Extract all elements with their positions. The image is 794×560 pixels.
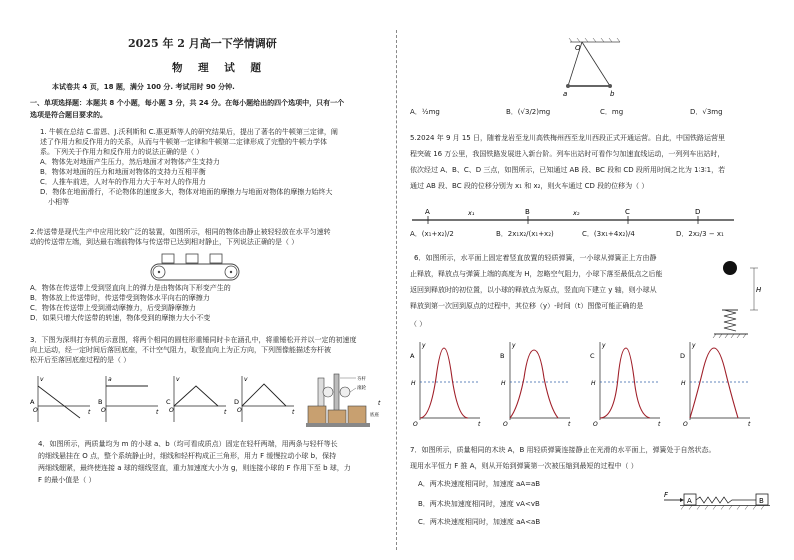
label-b: b <box>610 90 615 98</box>
option-letter: C <box>590 352 595 360</box>
h-mark-label: H <box>411 380 416 387</box>
y-t-curve <box>690 348 738 418</box>
belt-block-1 <box>162 254 174 263</box>
exam-info: 本试卷共 4 页，18 题，满分 100 分. 考试用时 90 分钟. <box>52 83 235 91</box>
label-height-h: H <box>756 286 762 294</box>
connecting-spring <box>696 497 756 503</box>
belt-block-3 <box>210 254 222 263</box>
q1-stem-line1: 1. 牛顿在总结 C.雷恩、J.沃利斯和 C.惠更斯等人的研究结果后，提出了著名的牛顿第三定律，阐 <box>40 128 338 136</box>
q4-triangle-figure <box>560 36 630 98</box>
q4-stem-line4: F 的最小值是（ ） <box>38 476 96 484</box>
origin-label: O <box>101 407 106 414</box>
q5-option-c: C．(3x₁+4x₂)/4 <box>582 230 635 238</box>
q6-graph-c <box>590 342 661 428</box>
q5-stem-line2: 程突破 16 万公里，我国铁路发展进入新台阶。列车出站时可看作匀加速直线运动，一列列车出站时， <box>410 150 725 158</box>
axis-label-t: t <box>292 409 295 416</box>
q7-option-c: C．两木块速度相同时，加速度 aA<aB <box>418 518 541 526</box>
axis-label-t: t <box>568 421 571 428</box>
exam-title: 2025 年 2 月高一下学情调研 <box>128 37 277 50</box>
ball-b <box>608 84 612 88</box>
axis-label-t: t <box>156 409 159 416</box>
label-roller: 滚轮 <box>357 386 366 391</box>
q6-spring-figure <box>706 258 772 340</box>
section1-heading-line2: 选项是符合题目要求的。 <box>30 111 107 119</box>
axis-label-y: y <box>512 342 516 349</box>
graph-curve <box>242 384 286 406</box>
q4-option-a: A．½mg <box>410 108 440 116</box>
q1-stem-line2: 述了作用力和反作用力的关系，从而与牛顿第一定律和牛顿第二定律形成了完整的牛顿力学体 <box>40 137 327 146</box>
axis-label: v <box>40 376 44 383</box>
conveyor-belt-figure <box>148 252 244 282</box>
label-o: O <box>575 44 581 52</box>
q2-option-b: B．物体放上传送带时，传送带受到物体水平向右的摩擦力 <box>30 293 210 302</box>
segment-label-x1: x₁ <box>468 209 475 217</box>
option-letter: A <box>410 352 415 360</box>
q2-stem-line2: 动的传送带左端，到达最右端前物体与传送带已达到相对静止，下列说法正确的是（ ） <box>30 238 299 246</box>
label-rod: 夯杆 <box>357 377 366 382</box>
q5-stem-line3: 依次经过 A、B、C、D 三点，如图所示，已知通过 AB 段、BC 段和 CD 段所用时间之比为 1∶3∶1，若 <box>410 166 726 174</box>
q4-stem-line2: 的细线悬挂在 O 点，整个系统静止时，细线和轻杆构成正三角形，用力 F 缓慢拉动小球 b，保持 <box>38 452 337 460</box>
q1-option-b: B．物体对地面的压力和地面对物体的支持力互相平衡 <box>40 167 206 176</box>
q1-option-a: A．物体先对地面产生压力，然后地面才对物体产生支持力 <box>40 157 220 166</box>
question-1 <box>30 128 385 208</box>
q3-graphs <box>30 374 300 426</box>
origin-label: O <box>593 421 598 428</box>
q2-option-d: D．如果只增大传送带的转速，物体受到的摩擦力大小不变 <box>30 313 211 322</box>
axis-label-t: t <box>478 421 481 428</box>
q3-stem-line1: 3．下图为深圳打夯机的示意图，将两个相同的圆柱形重锤同时卡在涵孔中，将重锤松开并以一定的初速度 <box>30 336 357 344</box>
exam-subtitle: 物 理 试 题 <box>172 62 267 74</box>
q3-stem-line3: 松开后至落回底座过程的是（ ） <box>30 356 131 364</box>
axis-label-t: t <box>748 421 751 428</box>
roller-right <box>340 387 350 397</box>
q5-stem-line4: 通过 AB 段、BC 段的位移分别为 x₁ 和 x₂，则火车通过 CD 段的位移为（ ） <box>410 182 649 190</box>
axis-label: v <box>244 376 248 383</box>
column-divider <box>396 30 397 550</box>
q4-stem-line1: 4．如图所示，两质量均为 m 的小球 a、b（均可看成质点）固定在轻杆两端，用两条与轻杆等长 <box>38 440 338 448</box>
q7-option-a: A．两木块速度相同时，加速度 aA=aB <box>418 480 541 488</box>
option-letter: D <box>234 398 240 406</box>
q5-option-a: A．(x₁+x₂)/2 <box>410 230 454 238</box>
q6-stem-line1: 6．如图所示，水平面上固定着竖直放置的轻质弹簧，一小球从弹簧正上方由静 <box>414 254 657 262</box>
q6-stem-line2: 止释放，释放点与弹簧上端的高度为 H，忽略空气阻力，小球下落至最低点之后能 <box>410 270 663 278</box>
q1-option-c: C．人推车前进，人对车的作用力大于车对人的作用力 <box>40 177 206 186</box>
tamping-machine-figure <box>304 372 386 428</box>
roller-left <box>323 387 333 397</box>
q4-option-d: D．√3mg <box>690 108 723 116</box>
y-t-curve <box>420 348 468 418</box>
option-letter: C <box>166 398 171 406</box>
q6-stem-line4: 释放到第一次回到原点的过程中，其位移（y）-时间（t）图像可能正确的是 <box>410 302 644 310</box>
q3-graph-c <box>166 376 227 422</box>
q7-blocks-figure <box>660 490 772 512</box>
q3-stem-line2: 向上运动，经一定时间后落回底座，不计空气阻力，取竖直向上为正方向，下列图像能描述夯杆被 <box>30 346 331 354</box>
label-block-b: B <box>759 497 764 505</box>
label-base: 底座 <box>370 413 379 418</box>
q7-stem-line2: 现用水平恒力 F 推 A，则从开始到弹簧第一次被压缩到最短的过程中（ ） <box>410 462 638 470</box>
q6-graph-b <box>500 342 571 428</box>
q6-graph-d <box>680 342 751 428</box>
option-letter: B <box>500 352 505 360</box>
origin-label: O <box>503 421 508 428</box>
label-block-a: A <box>687 497 692 505</box>
y-t-curve <box>510 350 558 418</box>
q2-options <box>30 284 385 324</box>
q6-graph-a <box>410 342 481 428</box>
segment-label-x2: x₂ <box>573 209 580 217</box>
axis-label-y: y <box>422 342 426 349</box>
q2-option-c: C．物体在传送带上受到滑动摩擦力，后受到静摩擦力 <box>30 303 196 312</box>
q3-graph-a <box>30 376 91 422</box>
q5-stem-line1: 5.2024 年 9 月 15 日，随着龙岩至龙川高铁梅州西至龙川西段正式开通运营。自此，中国铁路运营里 <box>410 134 725 142</box>
q4-option-c: C．mg <box>600 108 624 116</box>
q3-graph-d <box>234 376 295 422</box>
q6-stem-line3: 返回到释放时的初位置，以小球的释放点为原点，竖直向下建立 y 轴，则小球从 <box>410 286 657 294</box>
origin-label: O <box>413 421 418 428</box>
axis-label: a <box>108 376 112 383</box>
q7-option-b: B．两木块加速度相同时，速度 vA<vB <box>418 500 540 508</box>
string-right <box>582 42 610 86</box>
tamping-rod <box>334 374 339 414</box>
h-mark-label: H <box>591 380 596 387</box>
track-point-label: A <box>425 208 430 216</box>
belt-loop <box>151 264 239 280</box>
y-t-curve <box>600 348 650 418</box>
q5-track-figure <box>408 206 738 228</box>
track-point-label: D <box>695 208 701 216</box>
h-mark-label: H <box>681 380 686 387</box>
ball-a <box>566 84 570 88</box>
track-point-label: B <box>525 208 530 216</box>
q7-stem-line1: 7．如图所示，质量相同的木块 A，B 用轻质弹簧连接静止在光滑的水平面上，弹簧处于自然状态。 <box>410 446 716 454</box>
axis-label-y: y <box>602 342 606 349</box>
q3-graph-b <box>98 376 159 422</box>
section1-heading-line1: 一、单项选择题：本题共 8 个小题，每小题 3 分，共 24 分。在每小题给出的四个选项中，只有一个 <box>30 99 345 107</box>
q1-option-d-line2: 小相等 <box>48 197 69 206</box>
q5-option-d: D．2x₂/3 − x₁ <box>676 230 724 238</box>
q6-graphs <box>408 338 768 428</box>
label-a: a <box>563 90 568 98</box>
belt-block-2 <box>186 254 198 263</box>
origin-label: O <box>683 421 688 428</box>
graph-curve <box>174 386 218 406</box>
spring <box>724 310 736 331</box>
origin-label: O <box>169 407 174 414</box>
origin-label: O <box>33 407 38 414</box>
axis-label: v <box>176 376 180 383</box>
q4-stem-line3: 两细线绷紧，最终使连接 a 球的细线竖直，重力加速度大小为 g，则连接小球的 F 作用下至 b 球，力 <box>38 464 351 472</box>
option-letter: A <box>30 398 35 406</box>
origin-label: O <box>237 407 242 414</box>
axis-label-t: t <box>658 421 661 428</box>
q2-option-a: A．物体在传送带上受到竖直向上的弹力是由物体向下形变产生的 <box>30 284 231 292</box>
h-mark-label: H <box>501 380 506 387</box>
svg-text:t: t <box>378 400 381 407</box>
axis-label-y: y <box>692 342 696 349</box>
label-force-f: F <box>664 491 669 499</box>
q2-stem-line1: 2.传送带是现代生产中应用比较广泛的装置，如图所示，相同的物体由静止被轻轻放在水平匀速转 <box>30 228 331 236</box>
option-letter: D <box>680 352 686 360</box>
q1-option-d-line1: D．物体在地面滑行，不论物体的速度多大，物体对地面的摩擦力与地面对物体的摩擦力始终大 <box>40 187 333 196</box>
falling-ball <box>723 261 737 275</box>
axis-label-t: t <box>88 409 91 416</box>
q5-option-b: B．2x₁x₂/(x₁+x₂) <box>496 230 554 238</box>
option-letter: B <box>98 398 103 406</box>
q4-option-b: B．(√3/2)mg <box>506 108 551 116</box>
graph-curve <box>38 386 80 418</box>
track-point-label: C <box>625 208 630 216</box>
q6-stem-line5: （ ） <box>410 320 427 328</box>
q1-stem-line3: 系。下列关于作用力和反作用力的说法正确的是（ ） <box>40 147 204 156</box>
axis-label-t: t <box>224 409 227 416</box>
base-plate <box>306 423 370 427</box>
